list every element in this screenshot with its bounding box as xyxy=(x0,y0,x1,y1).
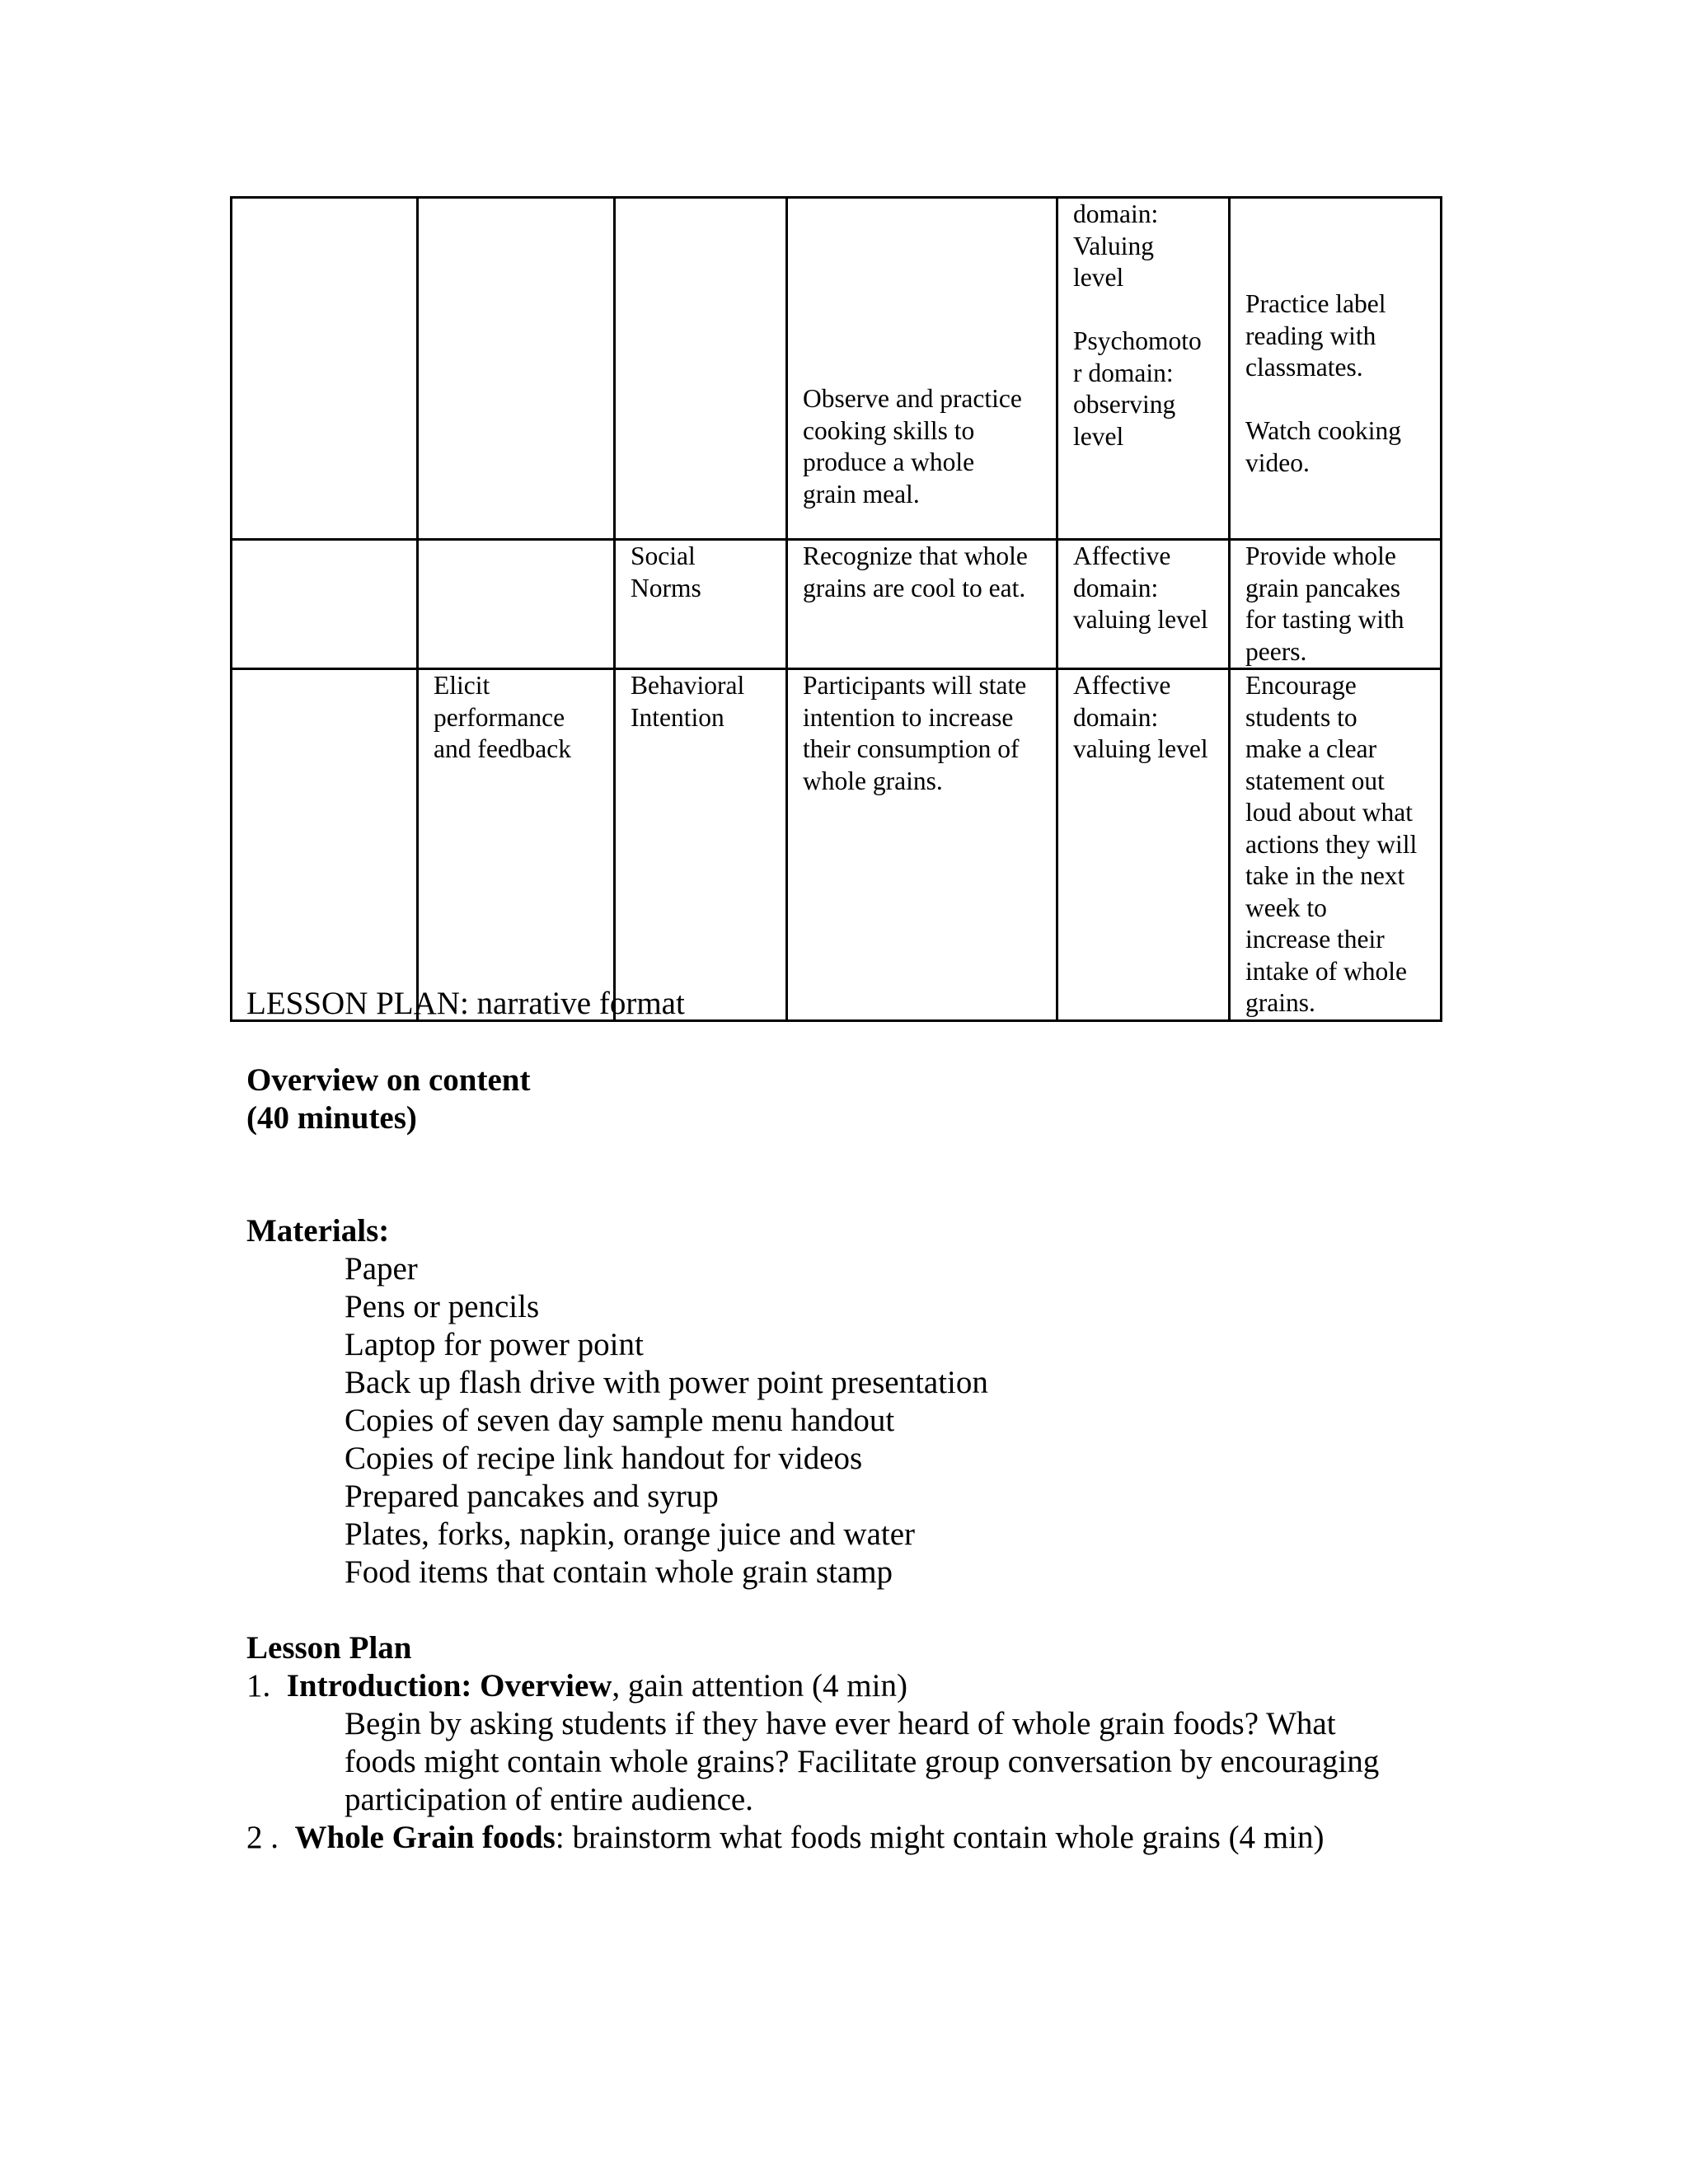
table-row xyxy=(232,540,1442,669)
objective-cell: Participants will state intention to increase their consumption of whole grains. xyxy=(787,669,1057,1021)
table-cell xyxy=(615,198,787,540)
list-item: Prepared pancakes and syrup xyxy=(345,1479,719,1514)
event-cell: Elicit performance and feedback xyxy=(418,669,615,1021)
step-1-body-line: participation of entire audience. xyxy=(345,1782,753,1817)
table-cell xyxy=(232,198,418,540)
determinant-cell: Social Norms xyxy=(615,540,787,669)
step-1-body-line: Begin by asking students if they have ever heard of whole grain foods? What xyxy=(345,1706,1336,1741)
materials-heading: Materials: xyxy=(246,1213,390,1249)
list-item: Pens or pencils xyxy=(345,1289,540,1324)
objectives-table xyxy=(230,196,1442,1022)
determinant-cell: Behavioral Intention xyxy=(615,669,787,1021)
table-row xyxy=(232,669,1442,1021)
activity-cell: Provide whole grain pancakes for tasting with peers. xyxy=(1230,540,1442,669)
objective-cell: Observe and practice cooking skills to produce a whole grain meal. xyxy=(787,198,1057,540)
domain-cell: Affective domain: valuing level xyxy=(1057,540,1230,669)
activity-cell: Practice label reading with classmates. Watch cooking video. xyxy=(1230,198,1442,540)
step-1-number: 1. xyxy=(246,1668,271,1704)
domain-cell: domain: Valuing level Psychomoto r domain: observing level xyxy=(1057,198,1230,540)
lesson-plan-heading: Lesson Plan xyxy=(246,1630,412,1666)
list-item: Food items that contain whole grain stamp xyxy=(345,1554,893,1590)
table-cell xyxy=(418,540,615,669)
table-cell xyxy=(232,669,418,1021)
step-2-line xyxy=(246,1819,1324,1857)
lesson-plan-title: LESSON PLAN: narrative format xyxy=(246,986,685,1021)
overview-heading: Overview on content xyxy=(246,1062,531,1098)
step-1-title: Introduction: Overview xyxy=(286,1668,612,1704)
list-item: Copies of seven day sample menu handout xyxy=(345,1403,895,1438)
step-1-body-line: foods might contain whole grains? Facilitate group conversation by encouraging xyxy=(345,1744,1380,1779)
list-item: Plates, forks, napkin, orange juice and water xyxy=(345,1516,916,1552)
step-1-line xyxy=(246,1667,907,1705)
table-cell xyxy=(232,540,418,669)
step-1-rest: , gain attention (4 min) xyxy=(612,1668,907,1704)
domain-cell: Affective domain: valuing level xyxy=(1057,669,1230,1021)
table-row xyxy=(232,198,1442,540)
step-2-title: Whole Grain foods xyxy=(294,1820,556,1855)
step-2-rest: : brainstorm what foods might contain whole grains (4 min) xyxy=(555,1820,1325,1855)
activity-cell: Encourage students to make a clear statement out loud about what actions they will take in the next week to increase their intake of whole grains. xyxy=(1230,669,1442,1021)
list-item: Paper xyxy=(345,1251,418,1286)
overview-duration: (40 minutes) xyxy=(246,1100,417,1136)
step-2-number: 2 . xyxy=(246,1820,279,1855)
table-cell xyxy=(418,198,615,540)
list-item: Back up flash drive with power point presentation xyxy=(345,1365,988,1400)
list-item: Copies of recipe link handout for videos xyxy=(345,1441,863,1476)
materials-list xyxy=(345,1250,988,1591)
list-item: Laptop for power point xyxy=(345,1327,644,1362)
objective-cell: Recognize that whole grains are cool to eat. xyxy=(787,540,1057,669)
